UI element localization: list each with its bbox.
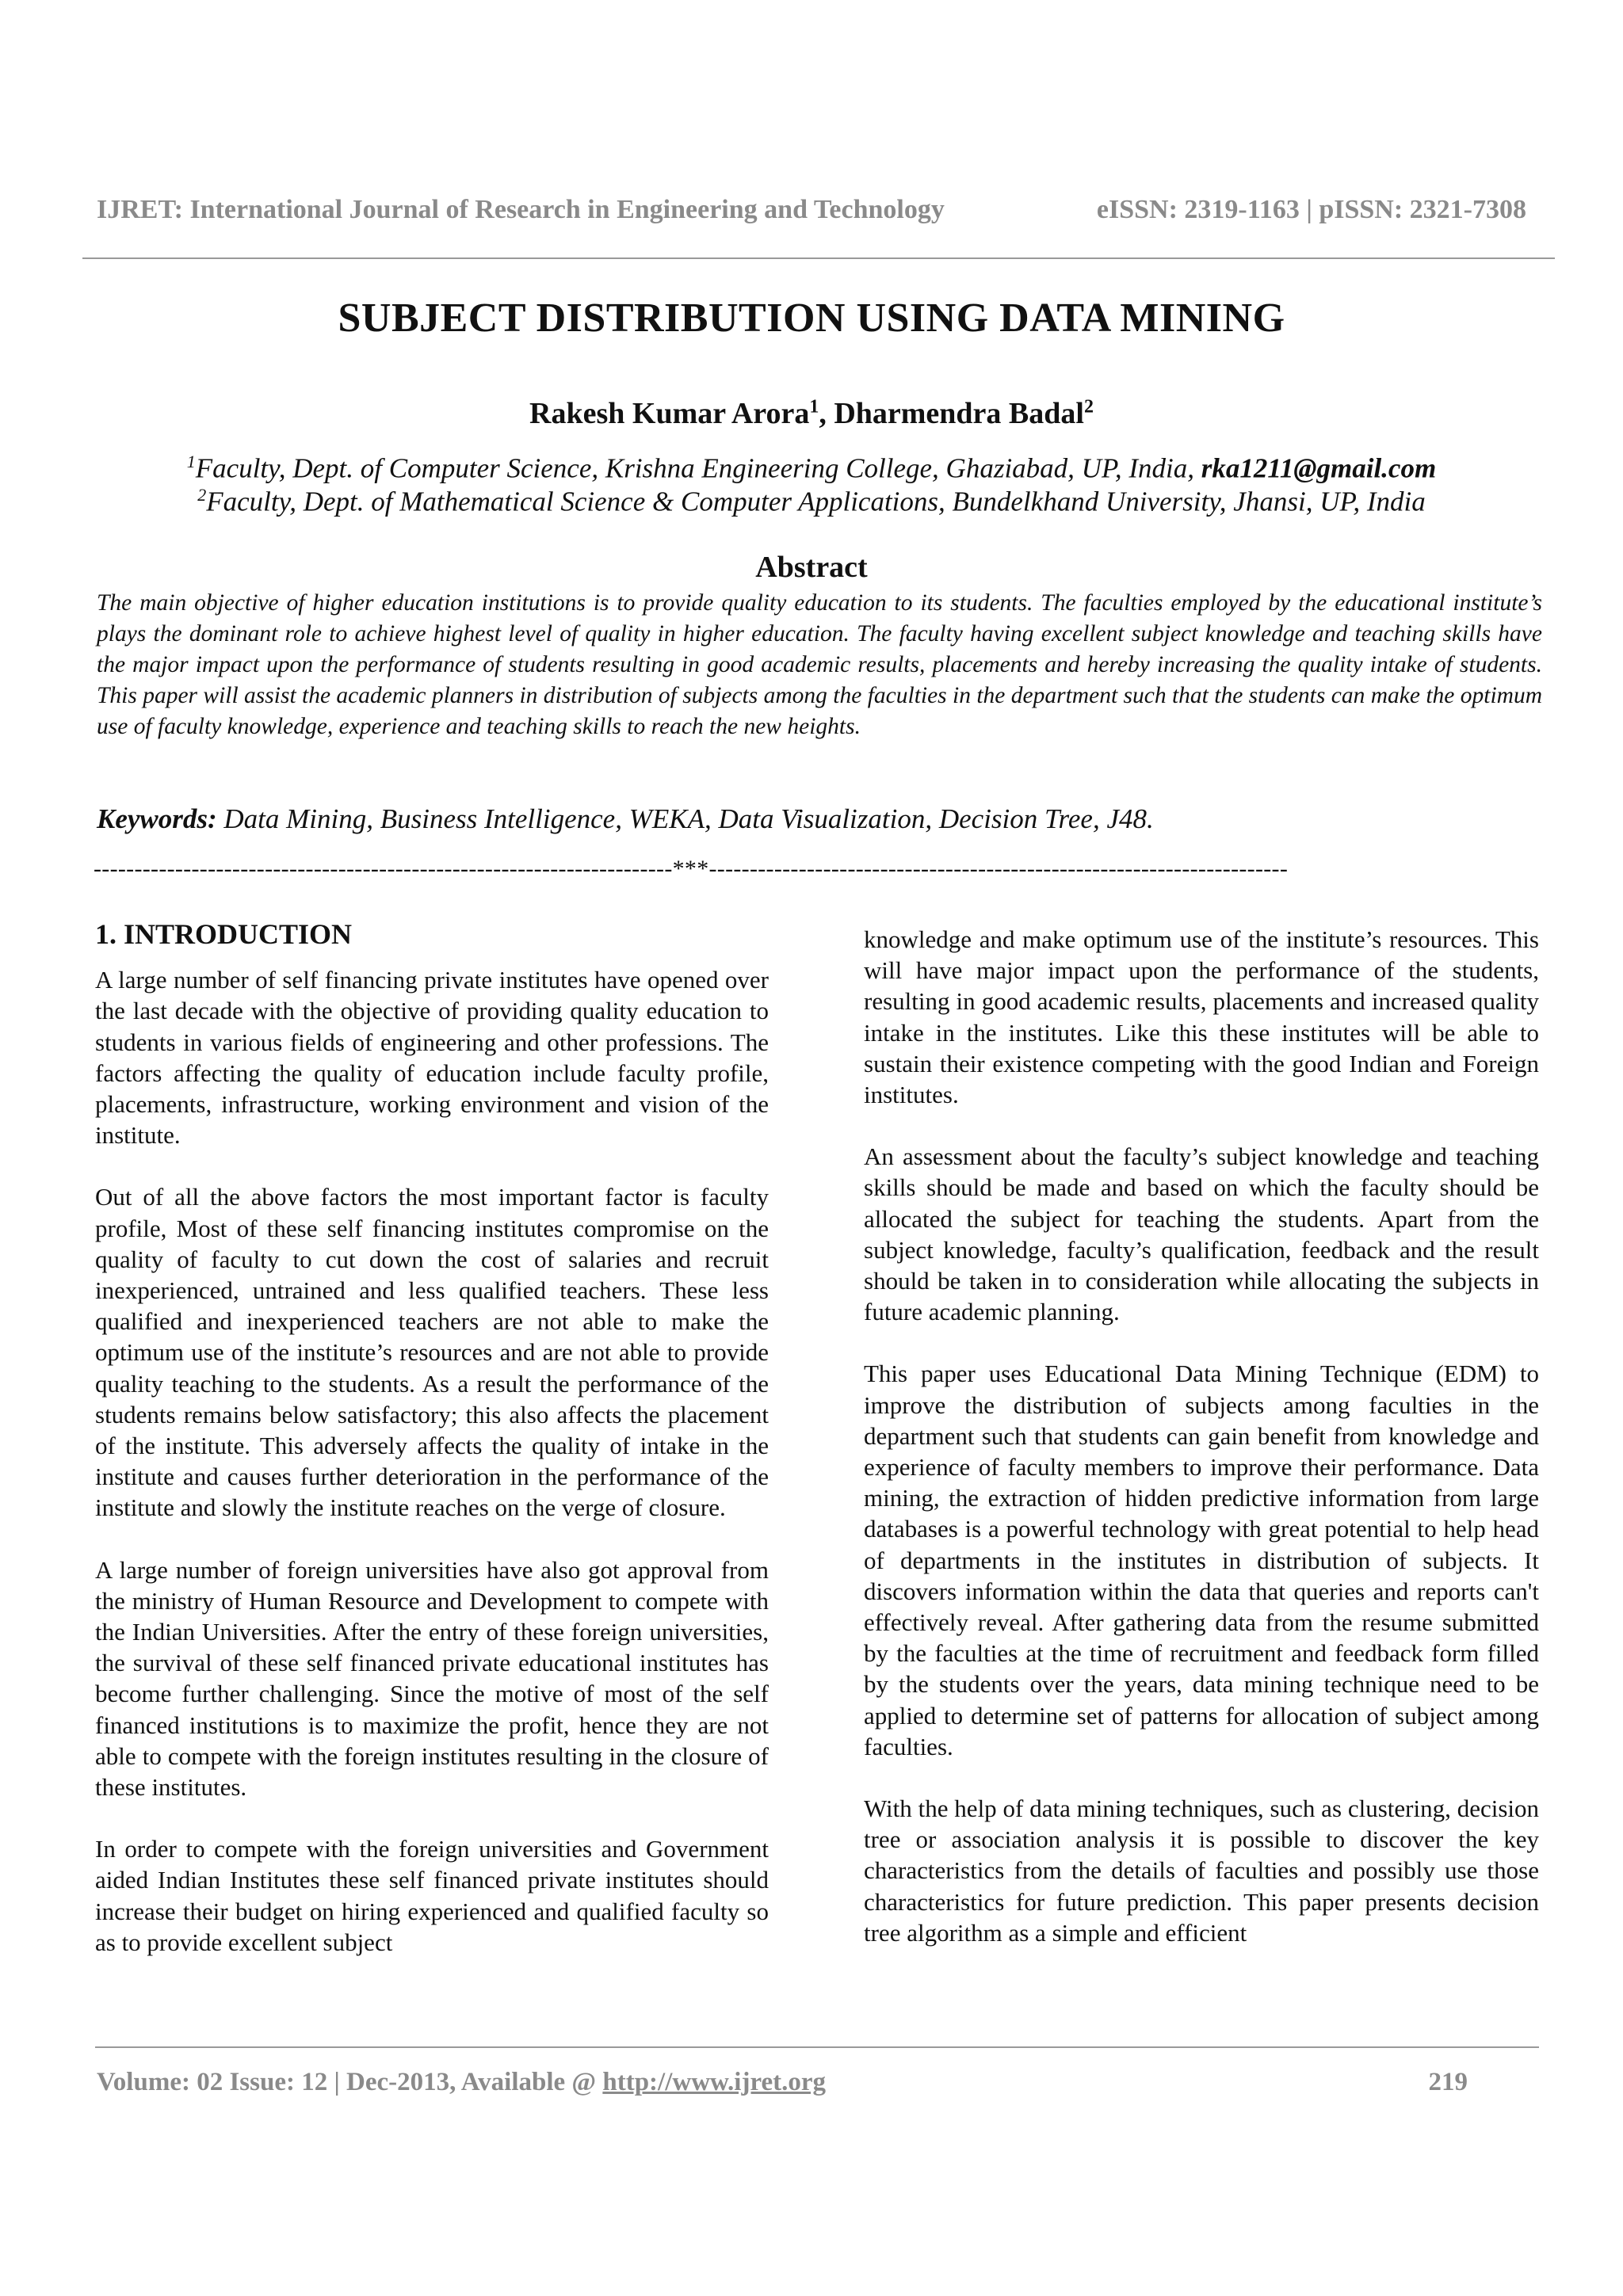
section-divider: -----------------------------------------------------------------------***----------------------------------------------------------------------- <box>94 856 1289 882</box>
running-header <box>97 195 1526 225</box>
left-paragraph-2: Out of all the above factors the most important factor is faculty profile, Most of these self financing institutes compromise on the quality of faculty to cut down the cost of salaries and recruit inexperienced, untrained and less qualified teachers. These less qualified and inexperienced teachers are not able to make the optimum use of the institute’s resources and are not able to provide quality teaching to the students. As a result the performance of the students remains below satisfactory; this also affects the placement of the institute. This adversely affects the quality of intake in the institute and causes further deterioration in the performance of the institute and slowly the institute reaches on the verge of closure. <box>95 1183 769 1522</box>
paper-title: SUBJECT DISTRIBUTION USING DATA MINING <box>338 296 1285 341</box>
keywords-label: Keywords: <box>97 803 217 834</box>
left-paragraph-3: A large number of foreign universities have also got approval from the ministry of Human Resource and Development to compete with the Indian Universities. After the entry of these foreign universities, the survival of these self financed private educational institutes has become further challenging. Since the motive of most of the self financed institutions is to maximize the profit, hence they are not able to compete with the foreign institutes resulting in the closure of these institutes. <box>95 1555 769 1802</box>
right-paragraph-2: An assessment about the faculty’s subject knowledge and teaching skills should be made and based on which the faculty should be allocated the subject for teaching the students. Apart from the subject knowledge, faculty’s qualification, feedback and the result should be taken in to consideration while allocating the subjects in future academic planning. <box>864 1142 1539 1326</box>
right-paragraph-3: This paper uses Educational Data Mining Technique (EDM) to improve the distribution of subjects among faculties in the department such that students can gain benefit from knowledge and experience of faculty members to improve their performance. Data mining, the extraction of hidden predictive information from large databases is a powerful technology with great potential to help head of departments in the institutes in distribution of subjects. It discovers information within the data that queries and reports can't effectively reveal. After gathering data from the resume submitted by the faculties at the time of recruitment and feedback form filled by the students over the years, data mining technique need to be applied to determine set of patterns for allocation of subject among faculties. <box>864 1360 1539 1760</box>
left-paragraph-4: In order to compete with the foreign universities and Government aided Indian Institutes these self financed private institutes should increase their budget on hiring experienced and qualified faculty so as to provide excellent subject <box>95 1835 769 1956</box>
author-separator: , <box>819 397 834 430</box>
abstract-heading: Abstract <box>755 551 868 584</box>
page-footer <box>97 2068 1468 2097</box>
introduction-heading: 1. INTRODUCTION <box>95 918 353 950</box>
affiliation-2-sup: 2 <box>197 485 207 505</box>
journal-name: IJRET: International Journal of Research in Engineering and Technology <box>97 195 945 224</box>
footer-rule <box>95 2046 1539 2048</box>
author-1-sup: 1 <box>809 396 819 418</box>
right-paragraph-4: With the help of data mining techniques, such as clustering, decision tree or association analysis it is possible to discover the key characteristics from the details of faculties and possibly use those characteristics for future prediction. This paper presents decision tree algorithm as a simple and efficient <box>864 1794 1539 1947</box>
right-paragraph-1: knowledge and make optimum use of the institute’s resources. This will have major impact upon the performance of the students, resulting in good academic results, placements and increased quality intake in the institutes. Like this these institutes will be able to sustain their existence competing with the good Indian and Foreign institutes. <box>864 925 1539 1109</box>
affiliation-1-text: Faculty, Dept. of Computer Science, Krishna Engineering College, Ghaziabad, UP, India, <box>195 452 1201 484</box>
affiliation-1-sup: 1 <box>186 452 196 471</box>
keywords-line <box>97 803 1542 835</box>
author-email-link[interactable]: rka1211@gmail.com <box>1201 452 1437 484</box>
right-column <box>864 924 1539 1979</box>
abstract-body: The main objective of higher education institutions is to provide quality education to its students. The faculties employed by the educational institute’s plays the dominant role to achieve highest level of quality in higher education. The faculty having excellent subject knowledge and teaching skills have the major impact upon the performance of students resulting in good academic results, placements and hereby increasing the quality intake of students. This paper will assist the academic planners in distribution of subjects among the faculties in the department such that the students can make the optimum use of faculty knowledge, experience and teaching skills to reach the new heights. <box>97 590 1542 739</box>
header-rule <box>82 257 1555 259</box>
author-1-name: Rakesh Kumar Arora <box>529 397 810 430</box>
author-2-sup: 2 <box>1083 396 1094 418</box>
affiliation-1 <box>0 452 1623 485</box>
left-paragraph-1: A large number of self financing private institutes have opened over the last decade with the objective of providing quality education to students in various fields of engineering and other professions. The factors affecting the quality of education include faculty profile, placements, infrastructure, working environment and vision of the institute. <box>95 966 769 1150</box>
issn-info: eISSN: 2319-1163 | pISSN: 2321-7308 <box>1096 195 1526 224</box>
author-2-name: Dharmendra Badal <box>834 397 1084 430</box>
left-column <box>95 919 769 1989</box>
page-number: 219 <box>1428 2068 1468 2096</box>
affiliation-2-text: Faculty, Dept. of Mathematical Science & Computer Applications, Bundelkhand University, Jhansi, UP, India <box>206 486 1426 517</box>
keywords-text: Data Mining, Business Intelligence, WEKA, Data Visualization, Decision Tree, J48. <box>216 803 1154 834</box>
footer-volume: Volume: 02 Issue: 12 | Dec-2013, Available @ <box>97 2068 603 2096</box>
journal-url-link[interactable]: http://www.ijret.org <box>602 2068 827 2096</box>
author-line <box>0 396 1623 431</box>
affiliation-2 <box>0 485 1623 518</box>
